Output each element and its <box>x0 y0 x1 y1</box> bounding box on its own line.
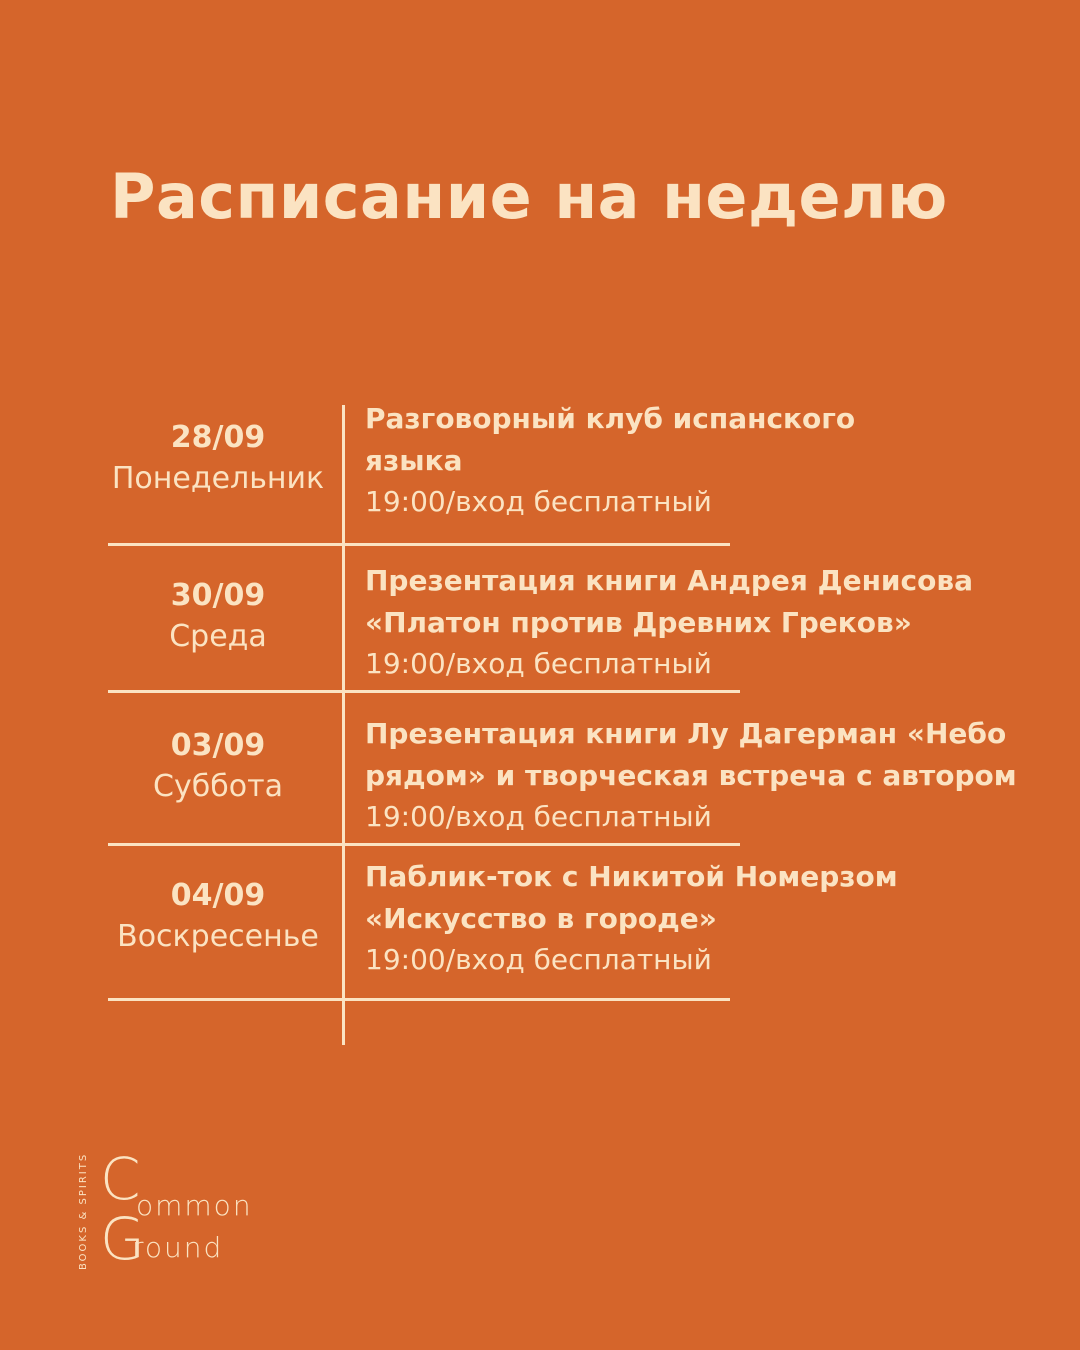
event-title-line: рядом» и творческая встреча с автором <box>365 759 1017 792</box>
event-date: 30/09 <box>170 578 266 613</box>
row-divider <box>108 690 740 693</box>
event-date-block <box>108 878 328 954</box>
event-details <box>365 560 1025 684</box>
logo-tagline: BOOKS & SPIRITS <box>78 1152 89 1270</box>
event-details <box>365 713 1025 837</box>
event-details <box>365 856 1025 980</box>
event-date: 28/09 <box>170 420 266 455</box>
event-weekday: Среда <box>169 619 267 654</box>
event-date-block <box>108 578 328 654</box>
event-title-line: Презентация книги Лу Дагерман «Небо <box>365 717 1007 750</box>
event-info: 19:00/вход бесплатный <box>365 647 712 680</box>
event-weekday: Понедельник <box>111 461 325 496</box>
logo-letter-g: G <box>100 1205 145 1273</box>
row-divider <box>108 998 730 1001</box>
event-info: 19:00/вход бесплатный <box>365 800 712 833</box>
event-title-line: Презентация книги Андрея Денисова <box>365 564 973 597</box>
vertical-divider <box>342 405 345 1045</box>
event-info: 19:00/вход бесплатный <box>365 485 712 518</box>
event-date: 04/09 <box>170 878 266 913</box>
event-details <box>365 398 1025 522</box>
common-ground-logo <box>78 1145 258 1280</box>
event-title-line: языка <box>365 444 463 477</box>
logo-letter-c: C <box>100 1145 141 1213</box>
event-date-block <box>108 420 328 496</box>
event-date-block <box>108 728 328 804</box>
event-weekday: Суббота <box>153 769 283 804</box>
event-title-line: «Платон против Древних Греков» <box>365 606 912 639</box>
logo-word-round: round <box>132 1231 224 1264</box>
event-weekday: Воскресенье <box>117 919 319 954</box>
event-title-line: Паблик-ток с Никитой Номерзом <box>365 860 898 893</box>
event-title-line: «Искусство в городе» <box>365 902 717 935</box>
row-divider <box>108 543 730 546</box>
row-divider <box>108 843 740 846</box>
logo-word-ommon: ommon <box>136 1189 253 1222</box>
event-info: 19:00/вход бесплатный <box>365 943 712 976</box>
page-title: Расписание на неделю <box>110 160 948 233</box>
event-title-line: Разговорный клуб испанского <box>365 402 856 435</box>
event-date: 03/09 <box>170 728 266 763</box>
